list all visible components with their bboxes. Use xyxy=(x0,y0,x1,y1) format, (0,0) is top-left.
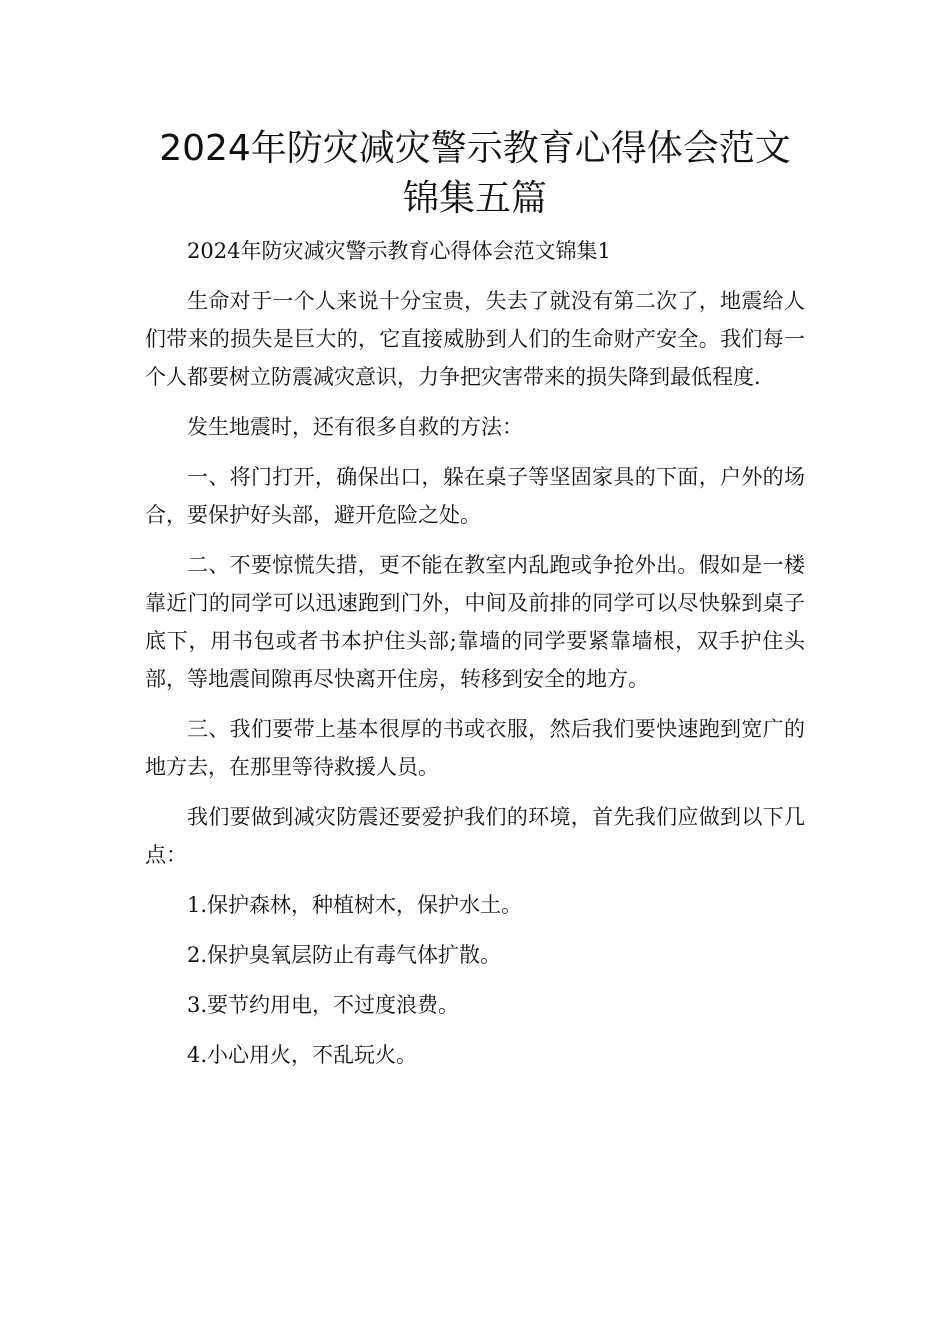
document-body xyxy=(145,232,805,1086)
numbered-item: 4.小心用火，不乱玩火。 xyxy=(187,1043,418,1067)
numbered-item: 3.要节约用电，不过度浪费。 xyxy=(187,993,460,1017)
body-paragraph: 我们要做到减灾防震还要爱护我们的环境，首先我们应做到以下几点： xyxy=(145,805,805,867)
subtitle-paragraph: 2024年防灾减灾警示教育心得体会范文锦集1 xyxy=(187,239,611,263)
numbered-item: 1.保护森林，种植树木，保护水土。 xyxy=(187,893,523,917)
body-paragraph: 发生地震时，还有很多自救的方法： xyxy=(187,415,523,439)
body-paragraph: 生命对于一个人来说十分宝贵，失去了就没有第二次了，地震给人们带来的损失是巨大的，它直接威胁到人们的生命财产安全。我们每一个人都要树立防震减灾意识，力争把灾害带来的损失降到最低程度. xyxy=(145,289,805,389)
list-paragraph: 三、我们要带上基本很厚的书或衣服，然后我们要快速跑到宽广的地方去，在那里等待救援人员。 xyxy=(145,717,805,779)
list-paragraph: 二、不要惊慌失措，更不能在教室内乱跑或争抢外出。假如是一楼靠近门的同学可以迅速跑到门外，中间及前排的同学可以尽快躲到桌子底下，用书包或者书本护住头部;靠墙的同学要紧靠墙根，双手护住头部，等地震间隙再尽快离开住房，转移到安全的地方。 xyxy=(145,553,805,691)
list-paragraph: 一、将门打开，确保出口，躲在桌子等坚固家具的下面，户外的场合，要保护好头部，避开危险之处。 xyxy=(145,465,805,527)
document-title: 2024年防灾减灾警示教育心得体会范文锦集五篇 xyxy=(159,128,791,219)
numbered-item: 2.保护臭氧层防止有毒气体扩散。 xyxy=(187,943,502,967)
